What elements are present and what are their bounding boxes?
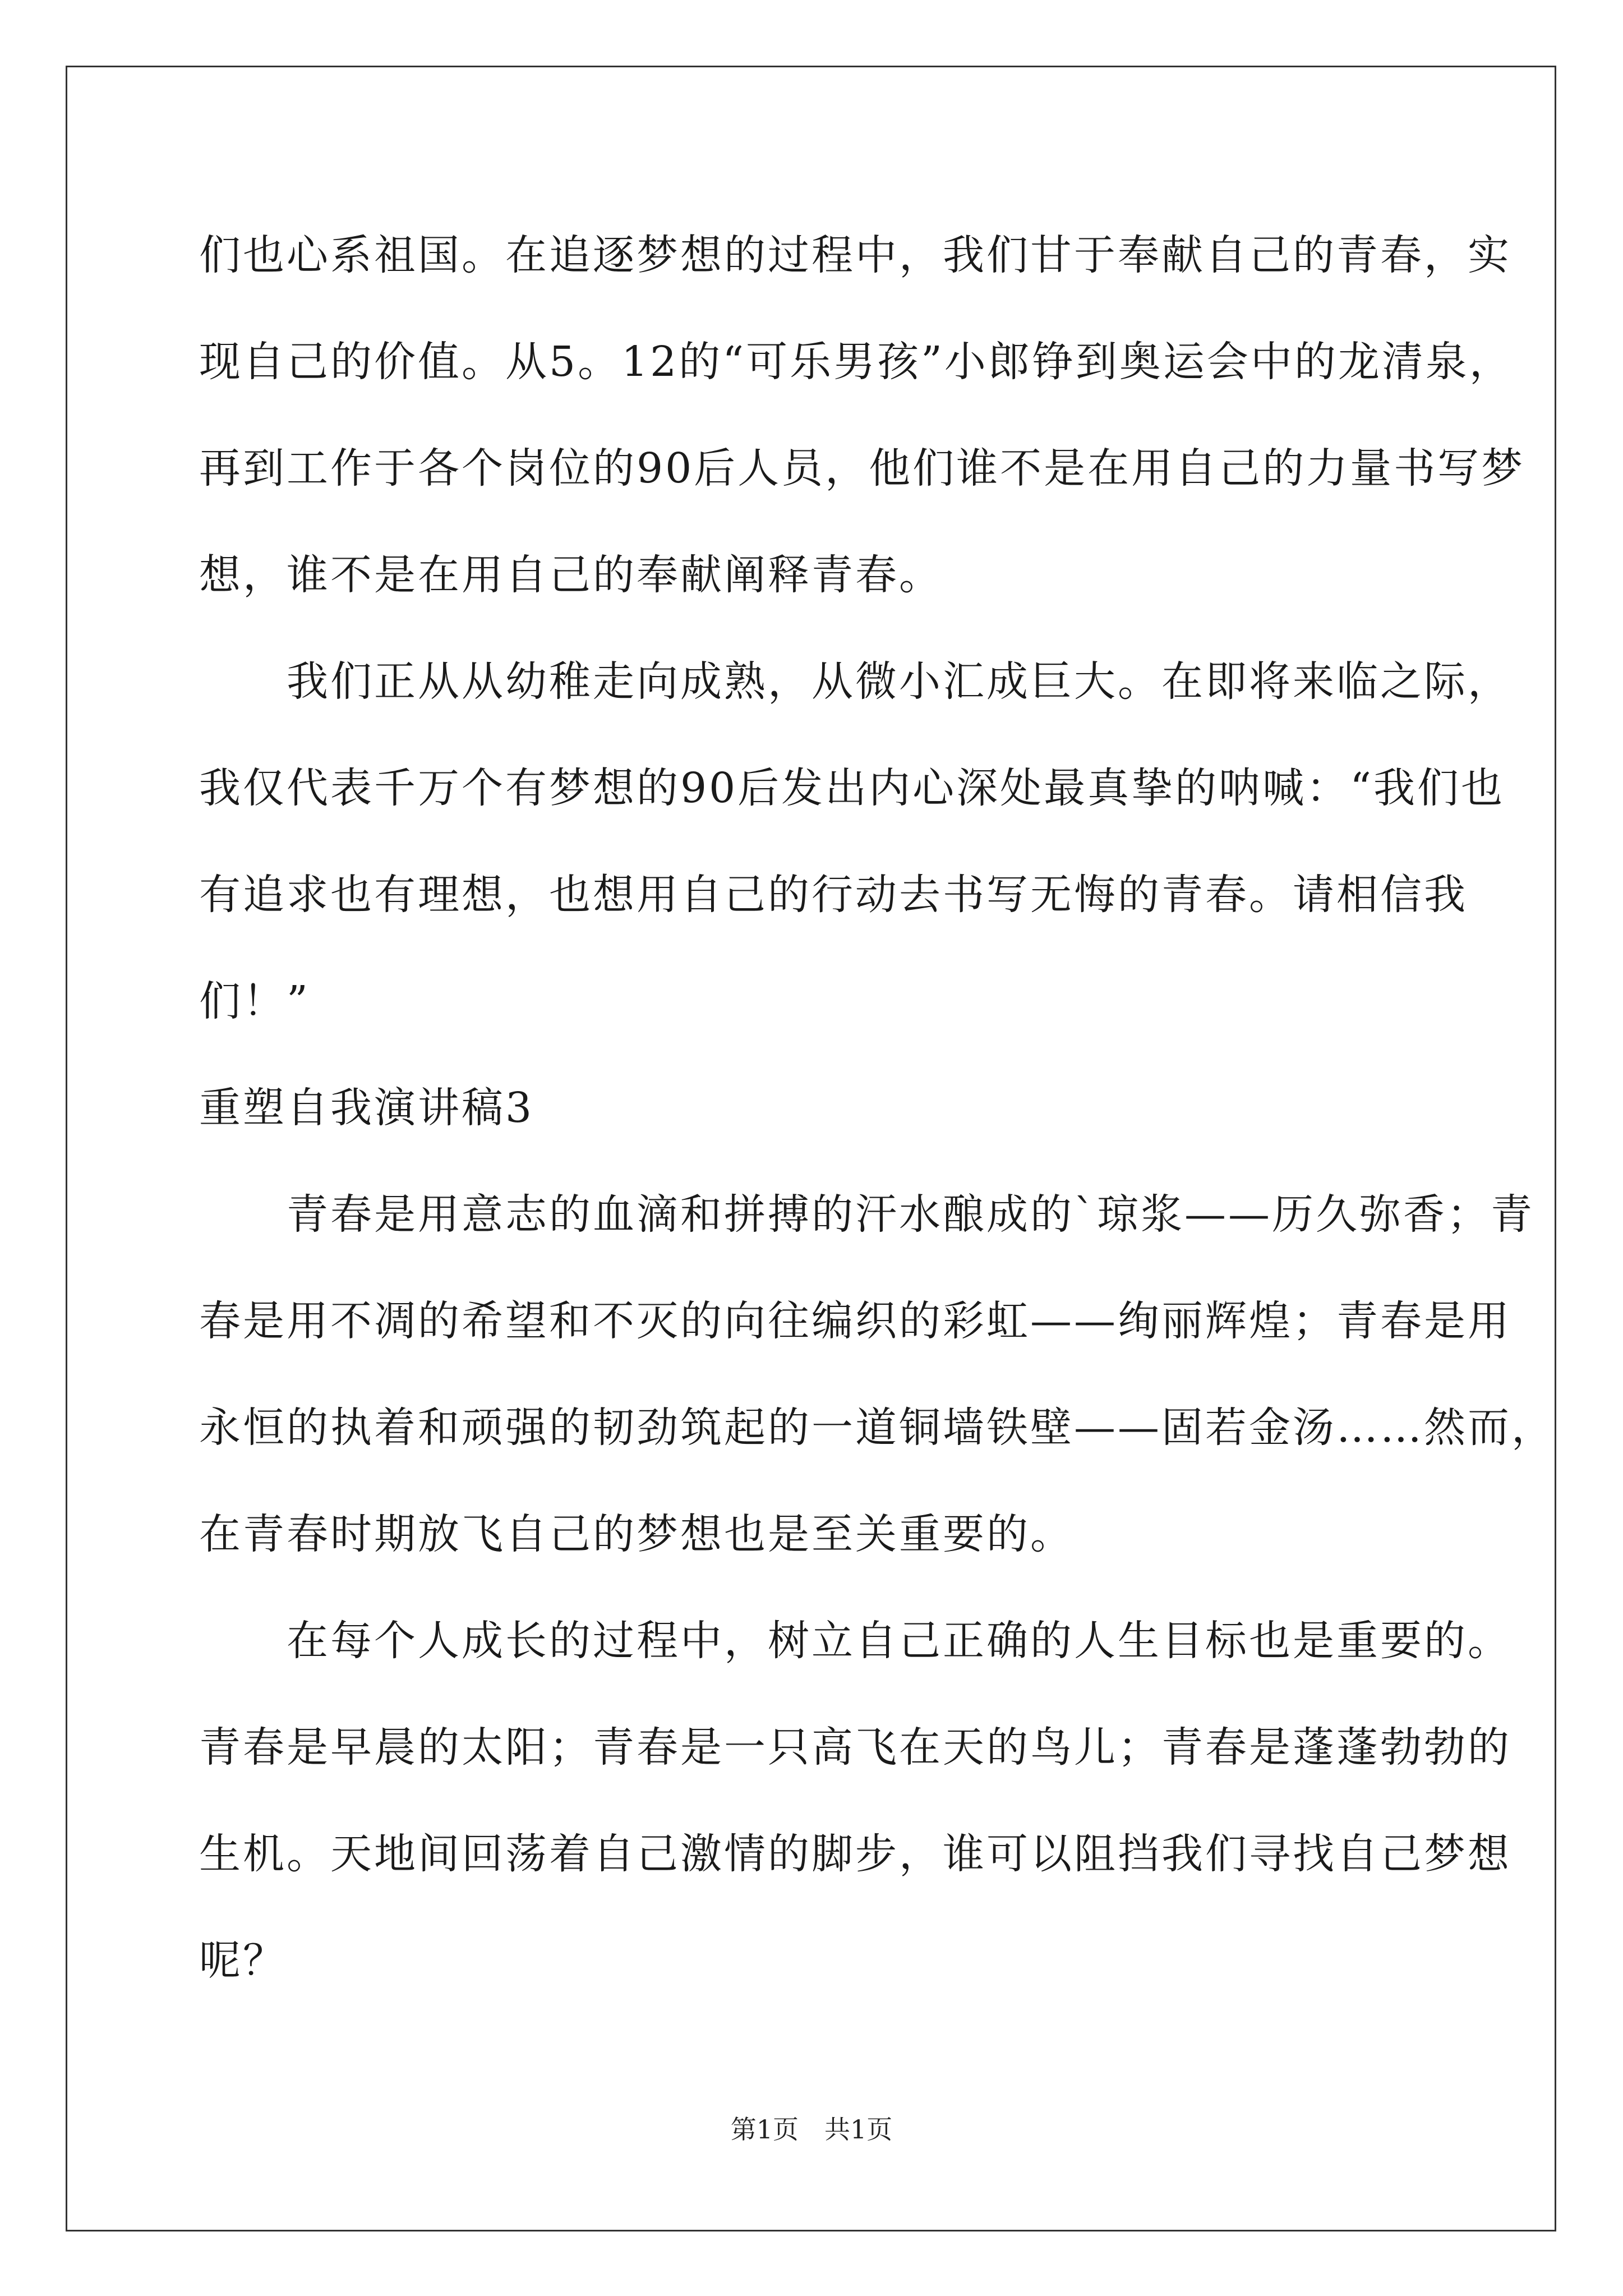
page-footer: 第1页 共1页 xyxy=(730,2114,893,2145)
text-line: 青春是用意志的血滴和拼搏的汗水酿成的`琼浆——历久弥香；青 xyxy=(199,1190,1534,1239)
text-line: 我们正从从幼稚走向成熟，从微小汇成巨大。在即将来临之际， xyxy=(199,657,1511,706)
document-body xyxy=(199,202,1555,2014)
text-line: 有追求也有理想，也想用自己的行动去书写无悔的青春。请相信我 xyxy=(199,871,1468,919)
text-line: 永恒的执着和顽强的韧劲筑起的一道铜墙铁壁——固若金汤……然而， xyxy=(199,1404,1555,1452)
section-heading: 重塑自我演讲稿3 xyxy=(199,1084,534,1132)
text-line: 生机。天地间回荡着自己激情的脚步，谁可以阻挡我们寻找自己梦想 xyxy=(199,1830,1511,1878)
text-line: 们也心系祖国。在追逐梦想的过程中，我们甘于奉献自己的青春，实 xyxy=(199,231,1511,279)
text-line: 呢？ xyxy=(199,1936,287,1985)
text-line: 在青春时期放飞自己的梦想也是至关重要的。 xyxy=(199,1510,1074,1558)
text-line: 现自己的价值。从5。12的“可乐男孩”小郎铮到奥运会中的龙清泉， xyxy=(199,338,1513,386)
text-line: 想，谁不是在用自己的奉献阐释青春。 xyxy=(199,551,943,599)
text-line: 在每个人成长的过程中，树立自己正确的人生目标也是重要的。 xyxy=(199,1617,1511,1665)
text-line: 们！” xyxy=(199,977,310,1025)
text-line: 青春是早晨的太阳；青春是一只高飞在天的鸟儿；青春是蓬蓬勃勃的 xyxy=(199,1723,1511,1772)
text-line: 再到工作于各个岗位的90后人员，他们谁不是在用自己的力量书写梦 xyxy=(199,444,1525,493)
text-line: 我仅代表千万个有梦想的90后发出内心深处最真挚的呐喊：“我们也 xyxy=(199,764,1505,812)
text-line: 春是用不凋的希望和不灭的向往编织的彩虹——绚丽辉煌；青春是用 xyxy=(199,1297,1511,1345)
